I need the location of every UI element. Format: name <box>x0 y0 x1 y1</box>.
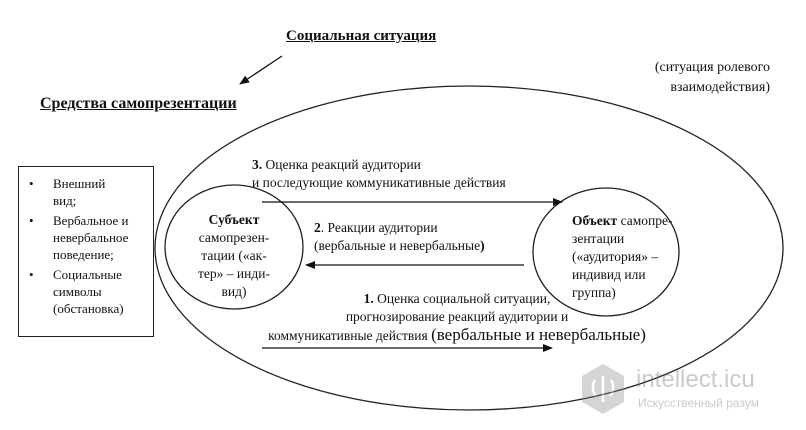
situation-note-line2: взаимодействия) <box>670 80 770 95</box>
brain-logo-icon <box>578 362 628 416</box>
situation-note <box>655 58 770 98</box>
watermark <box>578 360 798 420</box>
object-label <box>572 212 702 302</box>
watermark-brand: intellect.icu <box>636 366 755 393</box>
arrow-1-label: 1. Оценка социальной ситуации, прогнозирование реакций аудитории и коммуникативные действия (вербальные и невербальные) <box>268 291 646 344</box>
means-item: • Внешний вид; <box>53 175 147 209</box>
subject-line: вид) <box>221 284 247 299</box>
subject-line: тер» – инди- <box>198 266 270 281</box>
subject-line: тации («ак- <box>201 248 267 263</box>
means-item: • Вербальное и невербальное поведение; <box>53 212 147 263</box>
means-list <box>19 167 153 317</box>
arrow-2-label: 2. Реакции аудитории (вербальные и невербальные) <box>314 220 485 253</box>
means-box <box>18 166 154 337</box>
subject-label <box>176 211 292 301</box>
object-line: самопре- <box>620 213 673 228</box>
situation-note-line1: (ситуация ролевого <box>654 60 770 75</box>
means-title: Средства самопрезентации <box>40 95 237 112</box>
object-line: индивид или <box>572 267 646 282</box>
diagram-title: Социальная ситуация <box>286 28 437 44</box>
subject-heading: Субъект <box>208 212 260 227</box>
subject-line: самопрезен- <box>198 230 270 245</box>
object-line: группа) <box>572 285 616 300</box>
arrow-3-label: 3. Оценка реакций аудитории и последующие коммуникативные действия <box>252 157 506 190</box>
means-item: • Социальные символы (обстановка) <box>53 266 147 317</box>
object-line: («аудитория» – <box>572 249 659 264</box>
pointer-arrow <box>240 56 282 84</box>
object-heading: Объект <box>572 213 618 228</box>
watermark-tagline: Искусственный разум <box>638 396 759 410</box>
object-line: зентации <box>572 231 625 246</box>
